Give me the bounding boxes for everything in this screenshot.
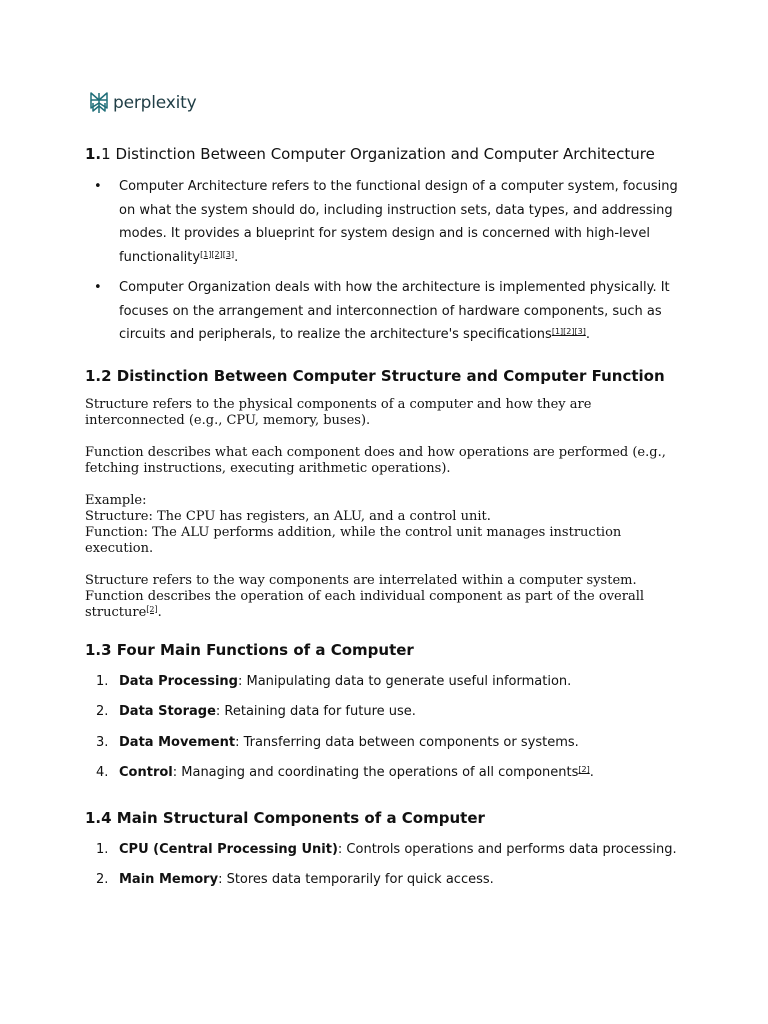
example-block [85,493,685,557]
bullet-list [85,175,685,347]
list-term: Control [119,765,173,780]
citation-link[interactable]: [2] [146,604,158,614]
list-term: Data Movement [119,734,236,750]
paragraph [85,573,685,621]
list-number: 3. [96,734,109,750]
citation-link[interactable]: [1][2][3] [551,327,586,336]
list-item [85,700,685,724]
numbered-list [85,838,685,892]
list-desc: : Retaining data for future use. [215,704,416,719]
document-body [85,143,685,892]
list-item [85,175,685,269]
example-structure: Structure: The CPU has registers, an ALU, and a control unit. [85,508,491,524]
citation-link[interactable]: [1][2][3] [200,249,235,259]
list-desc: : Transferring data between components or systems. [235,734,579,750]
list-item [85,838,685,862]
list-item [85,731,685,755]
section-title: 1 Distinction Between Computer Organization and Computer Architecture [101,145,655,163]
section-number: 1. [85,145,102,163]
list-desc: : Managing and coordinating the operations of all components [172,765,579,780]
list-term: Data Storage [119,704,216,719]
punctuation: . [589,765,594,780]
section-heading-1-1 [85,143,685,165]
list-item [85,761,685,785]
paragraph: Function describes what each component does and how operations are performed (e.g., fetching instructions, executing arithmetic operations). [85,444,666,476]
numbered-list [85,670,685,786]
section-heading-1-4: 1.4 Main Structural Components of a Computer [85,809,485,827]
list-term: Data Processing [119,673,238,689]
list-number: 1. [96,842,109,857]
list-number: 4. [96,765,109,780]
list-item [85,868,685,892]
list-item [85,276,685,347]
perplexity-logo [89,90,196,116]
list-desc: : Manipulating data to generate useful information. [237,673,572,689]
punctuation: . [585,327,590,342]
example-label: Example: [85,492,147,508]
list-term: Main Memory [119,872,219,887]
bullet-text: Computer Architecture refers to the functional design of a computer system, focusing on what the system should do, including instruction sets, data types, and addressing modes. It provides a blueprint for system design and is concerned with high-level functionality [119,179,678,265]
punctuation: . [157,604,162,620]
perplexity-logo-text: perplexity [113,93,197,113]
punctuation: . [234,249,239,265]
list-desc: : Stores data temporarily for quick access. [218,872,494,887]
paragraph: Structure refers to the physical components of a computer and how they are interconnected (e.g., CPU, memory, buses). [85,396,592,428]
list-number: 2. [96,704,109,719]
list-term: CPU (Central Processing Unit) [119,842,338,857]
list-item [85,670,685,694]
citation-link[interactable]: [2] [578,765,590,774]
example-function: Function: The ALU performs addition, while the control unit manages instruction execution. [85,524,622,556]
list-number: 2. [96,872,109,887]
bullet-text: Computer Organization deals with how the architecture is implemented physically. It focuses on the arrangement and interconnection of hardware components, such as circuits and peripherals, to realize the architecture's specifications [119,280,670,342]
perplexity-logo-icon [89,91,109,115]
section-heading-1-2: 1.2 Distinction Between Computer Structure and Computer Function [85,366,665,385]
section-heading-1-3: 1.3 Four Main Functions of a Computer [85,640,414,659]
list-desc: : Controls operations and performs data processing. [337,842,677,857]
paragraph-text: Structure refers to the way components are interrelated within a computer system. Function describes the operation of each individual component as part of the overall structure [85,572,645,620]
list-number: 1. [96,673,109,689]
